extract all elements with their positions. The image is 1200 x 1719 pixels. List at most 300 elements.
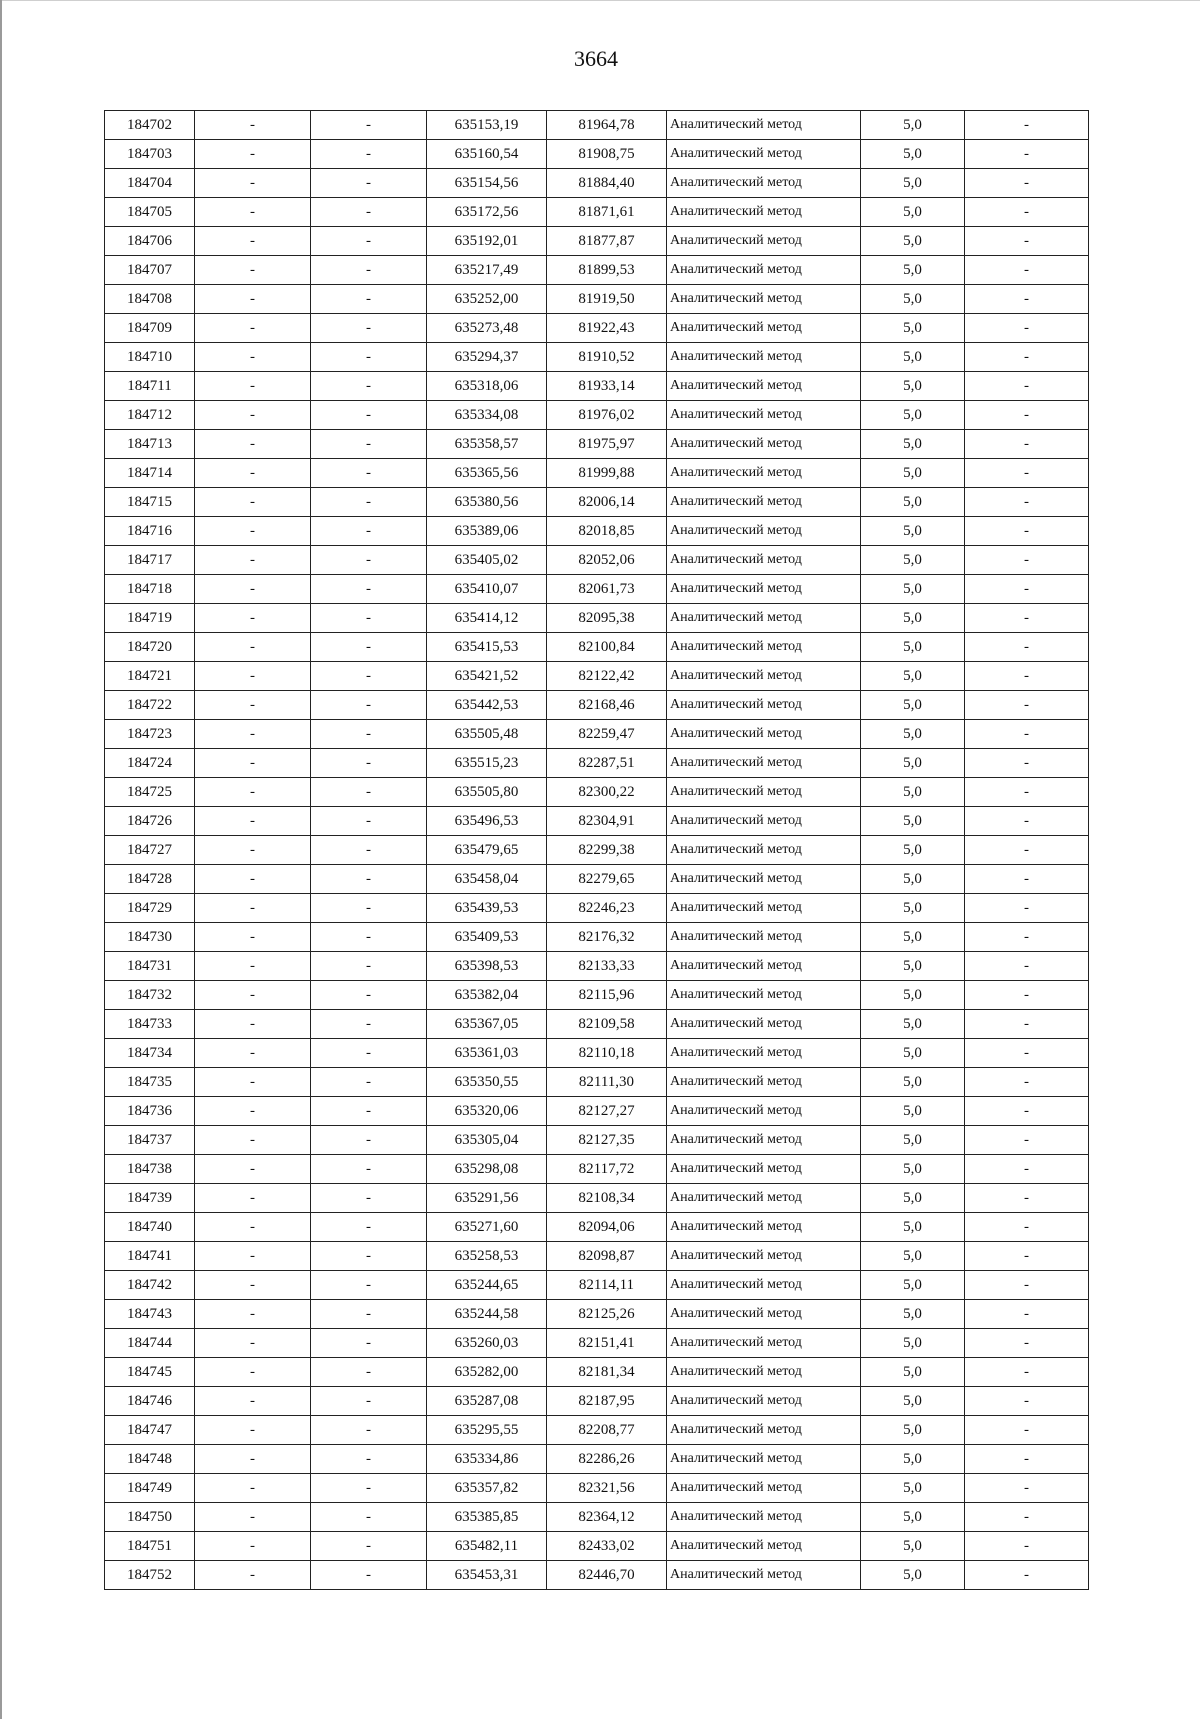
empty-cell-2: - xyxy=(311,1068,427,1097)
accuracy-cell: 5,0 xyxy=(861,749,965,778)
x-coordinate-cell: 635398,53 xyxy=(427,952,547,981)
point-id-cell: 184721 xyxy=(105,662,195,691)
y-coordinate-cell: 82125,26 xyxy=(547,1300,667,1329)
empty-cell-2: - xyxy=(311,720,427,749)
empty-cell-3: - xyxy=(965,1068,1089,1097)
accuracy-cell: 5,0 xyxy=(861,314,965,343)
method-cell: Аналитический метод xyxy=(667,256,861,285)
method-cell: Аналитический метод xyxy=(667,1213,861,1242)
method-cell: Аналитический метод xyxy=(667,488,861,517)
empty-cell-3: - xyxy=(965,1561,1089,1590)
accuracy-cell: 5,0 xyxy=(861,1300,965,1329)
empty-cell-3: - xyxy=(965,1213,1089,1242)
empty-cell-1: - xyxy=(195,836,311,865)
table-row xyxy=(105,1010,1089,1039)
empty-cell-3: - xyxy=(965,1010,1089,1039)
accuracy-cell: 5,0 xyxy=(861,691,965,720)
empty-cell-3: - xyxy=(965,1184,1089,1213)
method-cell: Аналитический метод xyxy=(667,314,861,343)
empty-cell-2: - xyxy=(311,111,427,140)
x-coordinate-cell: 635294,37 xyxy=(427,343,547,372)
x-coordinate-cell: 635361,03 xyxy=(427,1039,547,1068)
empty-cell-3: - xyxy=(965,749,1089,778)
x-coordinate-cell: 635453,31 xyxy=(427,1561,547,1590)
empty-cell-3: - xyxy=(965,1097,1089,1126)
point-id-cell: 184706 xyxy=(105,227,195,256)
empty-cell-3: - xyxy=(965,1474,1089,1503)
x-coordinate-cell: 635217,49 xyxy=(427,256,547,285)
x-coordinate-cell: 635405,02 xyxy=(427,546,547,575)
empty-cell-2: - xyxy=(311,865,427,894)
table-row xyxy=(105,575,1089,604)
x-coordinate-cell: 635295,55 xyxy=(427,1416,547,1445)
x-coordinate-cell: 635273,48 xyxy=(427,314,547,343)
method-cell: Аналитический метод xyxy=(667,1155,861,1184)
y-coordinate-cell: 82133,33 xyxy=(547,952,667,981)
point-id-cell: 184745 xyxy=(105,1358,195,1387)
point-id-cell: 184746 xyxy=(105,1387,195,1416)
table-row xyxy=(105,343,1089,372)
method-cell: Аналитический метод xyxy=(667,227,861,256)
empty-cell-1: - xyxy=(195,1271,311,1300)
method-cell: Аналитический метод xyxy=(667,923,861,952)
empty-cell-2: - xyxy=(311,952,427,981)
empty-cell-1: - xyxy=(195,778,311,807)
empty-cell-2: - xyxy=(311,1213,427,1242)
table-row xyxy=(105,1300,1089,1329)
empty-cell-1: - xyxy=(195,488,311,517)
empty-cell-1: - xyxy=(195,1126,311,1155)
y-coordinate-cell: 81877,87 xyxy=(547,227,667,256)
empty-cell-3: - xyxy=(965,546,1089,575)
x-coordinate-cell: 635172,56 xyxy=(427,198,547,227)
table-row xyxy=(105,1126,1089,1155)
y-coordinate-cell: 82300,22 xyxy=(547,778,667,807)
empty-cell-1: - xyxy=(195,952,311,981)
empty-cell-3: - xyxy=(965,604,1089,633)
empty-cell-3: - xyxy=(965,1126,1089,1155)
empty-cell-3: - xyxy=(965,1155,1089,1184)
empty-cell-1: - xyxy=(195,1387,311,1416)
accuracy-cell: 5,0 xyxy=(861,633,965,662)
x-coordinate-cell: 635298,08 xyxy=(427,1155,547,1184)
x-coordinate-cell: 635258,53 xyxy=(427,1242,547,1271)
table-row xyxy=(105,691,1089,720)
empty-cell-2: - xyxy=(311,314,427,343)
empty-cell-1: - xyxy=(195,1213,311,1242)
table-row xyxy=(105,198,1089,227)
empty-cell-3: - xyxy=(965,430,1089,459)
method-cell: Аналитический метод xyxy=(667,691,861,720)
method-cell: Аналитический метод xyxy=(667,1445,861,1474)
accuracy-cell: 5,0 xyxy=(861,198,965,227)
accuracy-cell: 5,0 xyxy=(861,604,965,633)
empty-cell-2: - xyxy=(311,1445,427,1474)
table-row xyxy=(105,1358,1089,1387)
x-coordinate-cell: 635287,08 xyxy=(427,1387,547,1416)
empty-cell-1: - xyxy=(195,1300,311,1329)
accuracy-cell: 5,0 xyxy=(861,285,965,314)
empty-cell-2: - xyxy=(311,430,427,459)
point-id-cell: 184720 xyxy=(105,633,195,662)
method-cell: Аналитический метод xyxy=(667,836,861,865)
empty-cell-3: - xyxy=(965,720,1089,749)
accuracy-cell: 5,0 xyxy=(861,1387,965,1416)
accuracy-cell: 5,0 xyxy=(861,952,965,981)
empty-cell-3: - xyxy=(965,575,1089,604)
empty-cell-1: - xyxy=(195,1184,311,1213)
point-id-cell: 184727 xyxy=(105,836,195,865)
empty-cell-1: - xyxy=(195,604,311,633)
method-cell: Аналитический метод xyxy=(667,1561,861,1590)
method-cell: Аналитический метод xyxy=(667,865,861,894)
accuracy-cell: 5,0 xyxy=(861,1474,965,1503)
x-coordinate-cell: 635260,03 xyxy=(427,1329,547,1358)
point-id-cell: 184735 xyxy=(105,1068,195,1097)
y-coordinate-cell: 82006,14 xyxy=(547,488,667,517)
point-id-cell: 184737 xyxy=(105,1126,195,1155)
table-row xyxy=(105,256,1089,285)
method-cell: Аналитический метод xyxy=(667,1068,861,1097)
empty-cell-1: - xyxy=(195,111,311,140)
point-id-cell: 184729 xyxy=(105,894,195,923)
table-row xyxy=(105,1097,1089,1126)
point-id-cell: 184719 xyxy=(105,604,195,633)
empty-cell-3: - xyxy=(965,1387,1089,1416)
y-coordinate-cell: 82246,23 xyxy=(547,894,667,923)
empty-cell-1: - xyxy=(195,575,311,604)
accuracy-cell: 5,0 xyxy=(861,1445,965,1474)
empty-cell-2: - xyxy=(311,227,427,256)
table-row xyxy=(105,604,1089,633)
empty-cell-2: - xyxy=(311,807,427,836)
empty-cell-1: - xyxy=(195,198,311,227)
table-row xyxy=(105,169,1089,198)
x-coordinate-cell: 635320,06 xyxy=(427,1097,547,1126)
point-id-cell: 184740 xyxy=(105,1213,195,1242)
table-row xyxy=(105,1184,1089,1213)
accuracy-cell: 5,0 xyxy=(861,227,965,256)
empty-cell-2: - xyxy=(311,372,427,401)
x-coordinate-cell: 635442,53 xyxy=(427,691,547,720)
accuracy-cell: 5,0 xyxy=(861,1271,965,1300)
y-coordinate-cell: 81910,52 xyxy=(547,343,667,372)
x-coordinate-cell: 635334,86 xyxy=(427,1445,547,1474)
point-id-cell: 184750 xyxy=(105,1503,195,1532)
empty-cell-2: - xyxy=(311,1010,427,1039)
y-coordinate-cell: 82208,77 xyxy=(547,1416,667,1445)
point-id-cell: 184724 xyxy=(105,749,195,778)
point-id-cell: 184717 xyxy=(105,546,195,575)
empty-cell-2: - xyxy=(311,1242,427,1271)
point-id-cell: 184704 xyxy=(105,169,195,198)
point-id-cell: 184739 xyxy=(105,1184,195,1213)
empty-cell-3: - xyxy=(965,198,1089,227)
empty-cell-1: - xyxy=(195,227,311,256)
table-row xyxy=(105,633,1089,662)
empty-cell-1: - xyxy=(195,633,311,662)
method-cell: Аналитический метод xyxy=(667,430,861,459)
table-row xyxy=(105,430,1089,459)
empty-cell-3: - xyxy=(965,1300,1089,1329)
empty-cell-3: - xyxy=(965,285,1089,314)
empty-cell-3: - xyxy=(965,1242,1089,1271)
y-coordinate-cell: 82181,34 xyxy=(547,1358,667,1387)
table-row xyxy=(105,1242,1089,1271)
empty-cell-3: - xyxy=(965,372,1089,401)
x-coordinate-cell: 635389,06 xyxy=(427,517,547,546)
y-coordinate-cell: 81919,50 xyxy=(547,285,667,314)
x-coordinate-cell: 635382,04 xyxy=(427,981,547,1010)
table-row xyxy=(105,1068,1089,1097)
table-row xyxy=(105,894,1089,923)
empty-cell-1: - xyxy=(195,807,311,836)
point-id-cell: 184722 xyxy=(105,691,195,720)
accuracy-cell: 5,0 xyxy=(861,1503,965,1532)
y-coordinate-cell: 81999,88 xyxy=(547,459,667,488)
table-row xyxy=(105,836,1089,865)
x-coordinate-cell: 635350,55 xyxy=(427,1068,547,1097)
empty-cell-3: - xyxy=(965,227,1089,256)
table-row xyxy=(105,314,1089,343)
x-coordinate-cell: 635334,08 xyxy=(427,401,547,430)
method-cell: Аналитический метод xyxy=(667,1242,861,1271)
empty-cell-2: - xyxy=(311,1358,427,1387)
method-cell: Аналитический метод xyxy=(667,1097,861,1126)
accuracy-cell: 5,0 xyxy=(861,778,965,807)
point-id-cell: 184710 xyxy=(105,343,195,372)
table-row xyxy=(105,1561,1089,1590)
point-id-cell: 184742 xyxy=(105,1271,195,1300)
point-id-cell: 184709 xyxy=(105,314,195,343)
x-coordinate-cell: 635357,82 xyxy=(427,1474,547,1503)
x-coordinate-cell: 635153,19 xyxy=(427,111,547,140)
empty-cell-2: - xyxy=(311,1184,427,1213)
empty-cell-2: - xyxy=(311,1126,427,1155)
page-edge-top xyxy=(0,0,1200,1)
y-coordinate-cell: 82168,46 xyxy=(547,691,667,720)
empty-cell-3: - xyxy=(965,894,1089,923)
x-coordinate-cell: 635305,04 xyxy=(427,1126,547,1155)
accuracy-cell: 5,0 xyxy=(861,430,965,459)
method-cell: Аналитический метод xyxy=(667,1184,861,1213)
empty-cell-3: - xyxy=(965,952,1089,981)
empty-cell-1: - xyxy=(195,1445,311,1474)
empty-cell-2: - xyxy=(311,140,427,169)
table-row xyxy=(105,372,1089,401)
table-row xyxy=(105,546,1089,575)
empty-cell-1: - xyxy=(195,285,311,314)
method-cell: Аналитический метод xyxy=(667,1358,861,1387)
point-id-cell: 184741 xyxy=(105,1242,195,1271)
table-row xyxy=(105,923,1089,952)
empty-cell-2: - xyxy=(311,343,427,372)
method-cell: Аналитический метод xyxy=(667,401,861,430)
table-row xyxy=(105,807,1089,836)
empty-cell-2: - xyxy=(311,401,427,430)
empty-cell-3: - xyxy=(965,691,1089,720)
empty-cell-2: - xyxy=(311,256,427,285)
accuracy-cell: 5,0 xyxy=(861,923,965,952)
method-cell: Аналитический метод xyxy=(667,517,861,546)
empty-cell-1: - xyxy=(195,865,311,894)
empty-cell-3: - xyxy=(965,662,1089,691)
method-cell: Аналитический метод xyxy=(667,633,861,662)
y-coordinate-cell: 82299,38 xyxy=(547,836,667,865)
method-cell: Аналитический метод xyxy=(667,343,861,372)
point-id-cell: 184749 xyxy=(105,1474,195,1503)
method-cell: Аналитический метод xyxy=(667,169,861,198)
x-coordinate-cell: 635385,85 xyxy=(427,1503,547,1532)
x-coordinate-cell: 635409,53 xyxy=(427,923,547,952)
y-coordinate-cell: 81964,78 xyxy=(547,111,667,140)
method-cell: Аналитический метод xyxy=(667,1039,861,1068)
empty-cell-2: - xyxy=(311,1039,427,1068)
table-row xyxy=(105,140,1089,169)
table-row xyxy=(105,1155,1089,1184)
method-cell: Аналитический метод xyxy=(667,981,861,1010)
method-cell: Аналитический метод xyxy=(667,778,861,807)
point-id-cell: 184705 xyxy=(105,198,195,227)
table-row xyxy=(105,488,1089,517)
accuracy-cell: 5,0 xyxy=(861,1358,965,1387)
empty-cell-1: - xyxy=(195,1242,311,1271)
empty-cell-3: - xyxy=(965,459,1089,488)
table-row xyxy=(105,662,1089,691)
y-coordinate-cell: 81884,40 xyxy=(547,169,667,198)
point-id-cell: 184732 xyxy=(105,981,195,1010)
table-row xyxy=(105,1213,1089,1242)
method-cell: Аналитический метод xyxy=(667,894,861,923)
method-cell: Аналитический метод xyxy=(667,575,861,604)
accuracy-cell: 5,0 xyxy=(861,256,965,285)
y-coordinate-cell: 82115,96 xyxy=(547,981,667,1010)
empty-cell-2: - xyxy=(311,1300,427,1329)
y-coordinate-cell: 82061,73 xyxy=(547,575,667,604)
empty-cell-2: - xyxy=(311,1155,427,1184)
method-cell: Аналитический метод xyxy=(667,1474,861,1503)
x-coordinate-cell: 635282,00 xyxy=(427,1358,547,1387)
y-coordinate-cell: 82127,27 xyxy=(547,1097,667,1126)
method-cell: Аналитический метод xyxy=(667,198,861,227)
y-coordinate-cell: 82018,85 xyxy=(547,517,667,546)
empty-cell-1: - xyxy=(195,981,311,1010)
point-id-cell: 184707 xyxy=(105,256,195,285)
method-cell: Аналитический метод xyxy=(667,807,861,836)
point-id-cell: 184702 xyxy=(105,111,195,140)
empty-cell-2: - xyxy=(311,778,427,807)
table-row xyxy=(105,227,1089,256)
y-coordinate-cell: 82052,06 xyxy=(547,546,667,575)
x-coordinate-cell: 635496,53 xyxy=(427,807,547,836)
empty-cell-2: - xyxy=(311,488,427,517)
empty-cell-1: - xyxy=(195,459,311,488)
point-id-cell: 184752 xyxy=(105,1561,195,1590)
table-row xyxy=(105,517,1089,546)
empty-cell-2: - xyxy=(311,1474,427,1503)
table-row xyxy=(105,111,1089,140)
point-id-cell: 184728 xyxy=(105,865,195,894)
y-coordinate-cell: 81899,53 xyxy=(547,256,667,285)
empty-cell-1: - xyxy=(195,1155,311,1184)
method-cell: Аналитический метод xyxy=(667,285,861,314)
table-row xyxy=(105,1039,1089,1068)
empty-cell-2: - xyxy=(311,285,427,314)
empty-cell-1: - xyxy=(195,343,311,372)
table-row xyxy=(105,1271,1089,1300)
accuracy-cell: 5,0 xyxy=(861,575,965,604)
y-coordinate-cell: 82114,11 xyxy=(547,1271,667,1300)
empty-cell-2: - xyxy=(311,1561,427,1590)
empty-cell-3: - xyxy=(965,836,1089,865)
y-coordinate-cell: 82109,58 xyxy=(547,1010,667,1039)
x-coordinate-cell: 635505,48 xyxy=(427,720,547,749)
table-row xyxy=(105,1445,1089,1474)
method-cell: Аналитический метод xyxy=(667,1126,861,1155)
table-row xyxy=(105,459,1089,488)
coordinates-table xyxy=(104,110,1089,1590)
y-coordinate-cell: 82108,34 xyxy=(547,1184,667,1213)
method-cell: Аналитический метод xyxy=(667,140,861,169)
empty-cell-1: - xyxy=(195,140,311,169)
x-coordinate-cell: 635244,65 xyxy=(427,1271,547,1300)
empty-cell-3: - xyxy=(965,1358,1089,1387)
empty-cell-2: - xyxy=(311,633,427,662)
empty-cell-3: - xyxy=(965,169,1089,198)
empty-cell-3: - xyxy=(965,401,1089,430)
method-cell: Аналитический метод xyxy=(667,1416,861,1445)
x-coordinate-cell: 635160,54 xyxy=(427,140,547,169)
empty-cell-2: - xyxy=(311,1271,427,1300)
point-id-cell: 184747 xyxy=(105,1416,195,1445)
point-id-cell: 184713 xyxy=(105,430,195,459)
method-cell: Аналитический метод xyxy=(667,546,861,575)
y-coordinate-cell: 81871,61 xyxy=(547,198,667,227)
y-coordinate-cell: 82110,18 xyxy=(547,1039,667,1068)
y-coordinate-cell: 82127,35 xyxy=(547,1126,667,1155)
y-coordinate-cell: 81922,43 xyxy=(547,314,667,343)
empty-cell-2: - xyxy=(311,604,427,633)
x-coordinate-cell: 635365,56 xyxy=(427,459,547,488)
empty-cell-1: - xyxy=(195,401,311,430)
method-cell: Аналитический метод xyxy=(667,1532,861,1561)
empty-cell-2: - xyxy=(311,894,427,923)
table-row xyxy=(105,865,1089,894)
empty-cell-2: - xyxy=(311,169,427,198)
empty-cell-2: - xyxy=(311,459,427,488)
empty-cell-1: - xyxy=(195,894,311,923)
point-id-cell: 184751 xyxy=(105,1532,195,1561)
point-id-cell: 184711 xyxy=(105,372,195,401)
empty-cell-2: - xyxy=(311,1387,427,1416)
empty-cell-3: - xyxy=(965,1503,1089,1532)
y-coordinate-cell: 82321,56 xyxy=(547,1474,667,1503)
table-row xyxy=(105,1387,1089,1416)
y-coordinate-cell: 82094,06 xyxy=(547,1213,667,1242)
empty-cell-3: - xyxy=(965,111,1089,140)
empty-cell-3: - xyxy=(965,1271,1089,1300)
empty-cell-3: - xyxy=(965,488,1089,517)
empty-cell-1: - xyxy=(195,1039,311,1068)
page-edge-left xyxy=(0,0,2,1719)
empty-cell-1: - xyxy=(195,1532,311,1561)
empty-cell-3: - xyxy=(965,314,1089,343)
x-coordinate-cell: 635410,07 xyxy=(427,575,547,604)
empty-cell-3: - xyxy=(965,633,1089,662)
y-coordinate-cell: 81976,02 xyxy=(547,401,667,430)
x-coordinate-cell: 635271,60 xyxy=(427,1213,547,1242)
method-cell: Аналитический метод xyxy=(667,720,861,749)
